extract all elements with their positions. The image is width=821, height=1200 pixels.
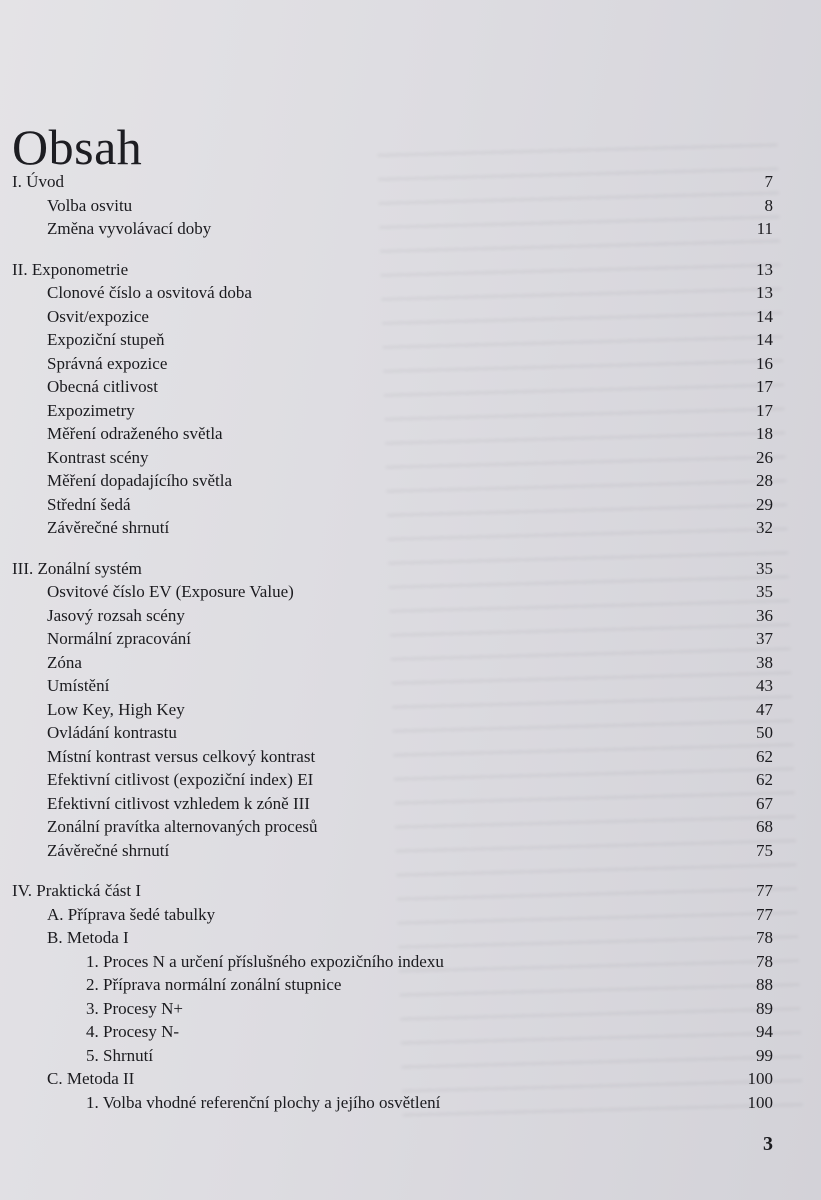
toc-entry [0,1067,821,1091]
toc-page-number: 67 [756,793,773,813]
toc-page-number: 68 [756,817,773,836]
toc-page-number: 18 [756,424,773,443]
toc-entry [0,721,821,745]
toc-entry [0,926,821,950]
toc-entry-title: Expozimetry [47,400,135,420]
toc-entry-title: Expoziční stupeň [47,330,165,349]
toc-entry-title: Měření odraženého světla [47,424,223,443]
toc-entry [0,745,821,769]
toc-entry-title: Změna vyvolávací doby [47,219,212,238]
toc-entry-title: 4. Procesy N- [86,1022,180,1041]
toc-entry-title: Závěrečné shrnutí [47,840,170,860]
toc-entry [0,305,821,329]
toc-entry-title: Místní kontrast versus celkový kontrast [47,746,316,766]
toc-page-number: 62 [756,746,773,766]
toc-entry [0,768,821,792]
toc-entry-title: Efektivní citlivost (expoziční index) EI [47,770,314,789]
toc-entry [0,698,821,722]
toc-entry [0,469,821,493]
toc-subentry [0,950,821,974]
toc-entry-title: Osvit/expozice [47,306,149,326]
toc-subentry [0,997,821,1021]
toc-entry-title: Měření dopadajícího světla [47,471,233,490]
toc-entry [0,352,821,376]
table-of-contents [0,170,821,1114]
toc-page-number: 77 [756,881,773,900]
toc-page-number: 35 [756,582,773,601]
toc-entry [0,375,821,399]
toc-entry-title: 5. Shrnutí [86,1045,154,1065]
toc-page-number: 37 [756,629,773,648]
toc-page-number: 43 [756,676,773,695]
toc-entry-title: 2. Příprava normální zonální stupnice [86,975,342,994]
toc-page-number: 47 [756,699,773,719]
toc-page-number: 16 [756,353,773,373]
toc-entry [0,580,821,604]
toc-page-number: 11 [756,219,773,238]
toc-subentry [0,973,821,997]
toc-entry-title: Low Key, High Key [47,699,185,719]
toc-entry [0,604,821,628]
toc-page-number: 14 [756,306,773,326]
toc-entry-title: Ovládání kontrastu [47,723,177,742]
toc-entry-title: Zóna [47,652,82,672]
toc-page-number: 13 [756,259,773,279]
toc-page-number: 99 [756,1045,773,1065]
toc-page-number: 13 [756,283,773,302]
toc-entry-title: Obecná citlivost [47,377,158,396]
toc-entry-title: III. Zonální systém [12,558,142,578]
toc-page-number: 38 [756,652,773,672]
toc-entry-title: Jasový rozsah scény [47,605,185,625]
toc-entry [0,194,821,218]
toc-entry [0,446,821,470]
toc-entry [0,815,821,839]
toc-subentry [0,1020,821,1044]
toc-page-number: 78 [756,928,773,947]
toc-page-number: 14 [756,330,773,349]
toc-page-number: 17 [756,400,773,420]
toc-page-number: 88 [756,975,773,994]
toc-entry [0,903,821,927]
toc-page-number: 100 [747,1069,773,1088]
toc-page-number: 100 [747,1092,773,1112]
toc-entry-title: B. Metoda I [47,928,129,947]
toc-entry [0,674,821,698]
toc-entry [0,792,821,816]
toc-entry-title: Správná expozice [47,353,168,373]
toc-subentry [0,1091,821,1115]
page-title: Obsah [12,118,143,175]
toc-entry-title: Volba osvitu [47,195,133,215]
toc-entry-title: I. Úvod [12,172,64,191]
toc-chapter [0,170,821,194]
toc-page-number: 8 [764,195,773,215]
toc-entry-title: Střední šedá [47,494,131,514]
toc-entry-title: 3. Procesy N+ [86,998,183,1018]
toc-page-number: 32 [756,518,773,537]
toc-entry-title: 1. Proces N a určení příslušného expozičního indexu [86,951,444,971]
toc-entry-title: Zonální pravítka alternovaných procesů [47,817,318,836]
toc-entry [0,217,821,241]
toc-entry-title: Závěrečné shrnutí [47,518,170,537]
toc-entry [0,651,821,675]
toc-entry [0,493,821,517]
toc-chapter [0,258,821,282]
page-number: 3 [763,1133,773,1155]
toc-page-number: 7 [764,172,773,191]
toc-entry [0,399,821,423]
toc-page-number: 62 [756,770,773,789]
toc-page-number: 77 [756,904,773,924]
toc-subentry [0,1044,821,1068]
toc-page-number: 26 [756,447,773,467]
toc-page-number: 17 [756,377,773,396]
toc-page-number: 50 [756,723,773,742]
toc-page-number: 36 [756,605,773,625]
toc-entry [0,516,821,540]
toc-entry-title: A. Příprava šedé tabulky [47,904,216,924]
toc-chapter [0,557,821,581]
toc-entry-title: IV. Praktická část I [12,881,142,900]
toc-entry-title: Umístění [47,676,110,695]
toc-entry [0,281,821,305]
toc-entry-title: Clonové číslo a osvitová doba [47,283,252,302]
toc-entry-title: Normální zpracování [47,629,191,648]
toc-page-number: 28 [756,471,773,490]
toc-entry-title: Kontrast scény [47,447,149,467]
toc-chapter [0,879,821,903]
toc-page-number: 75 [756,840,773,860]
toc-page-number: 94 [756,1022,773,1041]
toc-entry [0,422,821,446]
toc-entry-title: Efektivní citlivost vzhledem k zóně III [47,793,310,813]
toc-entry [0,627,821,651]
toc-page-number: 29 [756,494,773,514]
toc-entry [0,839,821,863]
toc-entry-title: 1. Volba vhodné referenční plochy a jejího osvětlení [86,1092,441,1112]
toc-entry-title: Osvitové číslo EV (Exposure Value) [47,582,294,601]
toc-page-number: 35 [756,558,773,578]
toc-entry-title: II. Exponometrie [12,259,129,279]
toc-page-number: 89 [756,998,773,1018]
toc-entry [0,328,821,352]
toc-page-number: 78 [756,951,773,971]
toc-entry-title: C. Metoda II [47,1069,135,1088]
